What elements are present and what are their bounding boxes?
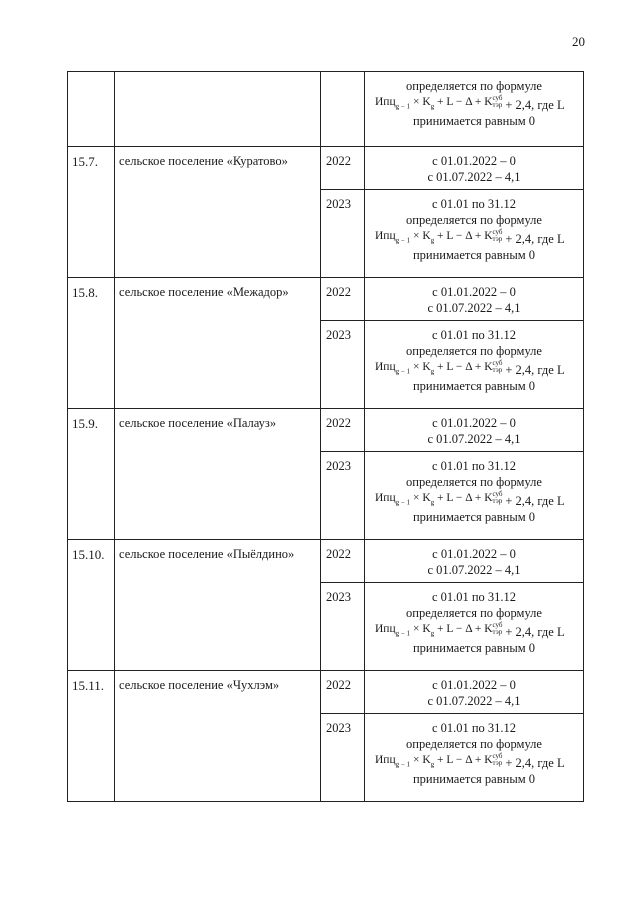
row-number: 15.8.: [68, 278, 115, 409]
value-text: с 01.01.2022 – 0: [432, 154, 516, 168]
value-text: определяется по формуле: [406, 344, 542, 358]
formula-stack: [493, 95, 503, 109]
formula-tail: + 2,4, где L: [505, 232, 565, 246]
formula-stack: [493, 491, 503, 505]
value-cell: [365, 409, 584, 452]
formula-sub: g: [430, 102, 435, 111]
value-cell: [365, 190, 584, 278]
year-cell: 2023: [321, 714, 365, 802]
formula-sub: g − 1: [395, 629, 411, 638]
formula: [367, 94, 581, 113]
formula-rest: + L − Δ + K: [434, 361, 493, 373]
value-text: с 01.07.2022 – 4,1: [427, 301, 521, 315]
value-cell: [365, 540, 584, 583]
formula-rest: + L − Δ + K: [434, 96, 493, 108]
formula-rest: + L − Δ + K: [434, 230, 493, 242]
table-row: [68, 671, 584, 714]
formula-sub: g: [430, 236, 435, 245]
value-text: принимается равным 0: [412, 379, 536, 394]
year-cell: 2023: [321, 583, 365, 671]
continuation-year-cell: [321, 72, 365, 147]
value-text: с 01.01.2022 – 0: [432, 285, 516, 299]
formula: [367, 752, 581, 771]
settlement-name: сельское поселение «Куратово»: [115, 147, 321, 278]
formula-mid: × K: [410, 754, 431, 766]
value-text: с 01.01 по 31.12: [431, 328, 517, 342]
year-cell: 2022: [321, 540, 365, 583]
formula-sub: g − 1: [395, 367, 411, 376]
formula-mid: × K: [410, 623, 431, 635]
formula-rest: + L − Δ + K: [434, 754, 493, 766]
formula-sub: тэр: [492, 366, 503, 375]
continuation-num-cell: [68, 72, 115, 147]
formula-sup: суб: [492, 94, 503, 103]
formula-base: Ипц: [375, 623, 396, 635]
value-text: с 01.07.2022 – 4,1: [427, 694, 521, 708]
formula-base: Ипц: [375, 230, 396, 242]
value-text: с 01.07.2022 – 4,1: [427, 432, 521, 446]
formula-tail: + 2,4, где L: [505, 756, 565, 770]
value-cell: [365, 147, 584, 190]
row-number: 15.9.: [68, 409, 115, 540]
formula-sub: g − 1: [395, 236, 411, 245]
value-text: принимается равным 0: [412, 510, 536, 525]
value-text: с 01.01 по 31.12: [431, 721, 517, 735]
formula-tail: + 2,4, где L: [505, 98, 565, 112]
formula-base: Ипц: [375, 492, 396, 504]
table-row: [68, 147, 584, 190]
settlement-name: сельское поселение «Палауз»: [115, 409, 321, 540]
value-text: принимается равным 0: [412, 114, 536, 129]
value-text: с 01.01.2022 – 0: [432, 547, 516, 561]
formula-mid: × K: [410, 492, 431, 504]
value-text: с 01.07.2022 – 4,1: [427, 563, 521, 577]
formula-sub: g: [430, 629, 435, 638]
continuation-value-cell: [365, 72, 584, 147]
year-cell: 2022: [321, 671, 365, 714]
formula-stack: [493, 229, 503, 243]
value-text: определяется по формуле: [406, 737, 542, 751]
formula-base: Ипц: [375, 754, 396, 766]
formula-sub: тэр: [492, 101, 503, 110]
value-text: с 01.01 по 31.12: [431, 459, 517, 473]
value-text: принимается равным 0: [412, 772, 536, 787]
formula-sub: тэр: [492, 759, 503, 768]
value-text: определяется по формуле: [406, 475, 542, 489]
formula: [367, 490, 581, 509]
row-number: 15.11.: [68, 671, 115, 802]
formula-sub: тэр: [492, 235, 503, 244]
settlement-name: сельское поселение «Чухлэм»: [115, 671, 321, 802]
value-cell: [365, 714, 584, 802]
year-cell: 2022: [321, 409, 365, 452]
formula-mid: × K: [410, 361, 431, 373]
formula-mid: × K: [410, 96, 431, 108]
formula-sup: суб: [492, 621, 503, 630]
value-text: с 01.01.2022 – 0: [432, 416, 516, 430]
value-cell: [365, 278, 584, 321]
formula-sub: g − 1: [395, 760, 411, 769]
table-row-continuation: [68, 72, 584, 147]
formula-sub: g − 1: [395, 498, 411, 507]
formula: [367, 621, 581, 640]
formula-tail: + 2,4, где L: [505, 494, 565, 508]
value-text: с 01.01 по 31.12: [431, 590, 517, 604]
formula: [367, 359, 581, 378]
formula-sub: g − 1: [395, 102, 411, 111]
value-text: определяется по формуле: [406, 213, 542, 227]
formula-sup: суб: [492, 228, 503, 237]
value-text: принимается равным 0: [412, 641, 536, 656]
year-cell: 2023: [321, 452, 365, 540]
value-text: принимается равным 0: [412, 248, 536, 263]
table-body: [68, 72, 584, 802]
year-cell: 2022: [321, 278, 365, 321]
table-row: [68, 278, 584, 321]
value-cell: [365, 583, 584, 671]
formula-tail: + 2,4, где L: [505, 363, 565, 377]
settlement-name: сельское поселение «Пыёлдино»: [115, 540, 321, 671]
formula-rest: + L − Δ + K: [434, 623, 493, 635]
page-number: 20: [572, 34, 585, 49]
formula-tail: + 2,4, где L: [505, 625, 565, 639]
formula-sub: тэр: [492, 497, 503, 506]
value-cell: [365, 452, 584, 540]
year-cell: 2023: [321, 321, 365, 409]
formula: [367, 228, 581, 247]
tariff-table: [67, 71, 584, 802]
settlement-name: сельское поселение «Межадор»: [115, 278, 321, 409]
value-text: с 01.07.2022 – 4,1: [427, 170, 521, 184]
formula-stack: [493, 360, 503, 374]
value-text: определяется по формуле: [406, 79, 542, 93]
value-text: определяется по формуле: [406, 606, 542, 620]
formula-sub: g: [430, 367, 435, 376]
table-row: [68, 540, 584, 583]
table-row: [68, 409, 584, 452]
formula-base: Ипц: [375, 96, 396, 108]
row-number: 15.10.: [68, 540, 115, 671]
formula-sup: суб: [492, 752, 503, 761]
value-cell: [365, 321, 584, 409]
formula-sub: тэр: [492, 628, 503, 637]
formula-sup: суб: [492, 490, 503, 499]
value-text: с 01.01.2022 – 0: [432, 678, 516, 692]
year-cell: 2022: [321, 147, 365, 190]
formula-stack: [493, 753, 503, 767]
formula-sub: g: [430, 760, 435, 769]
formula-sub: g: [430, 498, 435, 507]
formula-mid: × K: [410, 230, 431, 242]
formula-sup: суб: [492, 359, 503, 368]
row-number: 15.7.: [68, 147, 115, 278]
formula-base: Ипц: [375, 361, 396, 373]
value-cell: [365, 671, 584, 714]
value-text: с 01.01 по 31.12: [431, 197, 517, 211]
formula-rest: + L − Δ + K: [434, 492, 493, 504]
formula-stack: [493, 622, 503, 636]
continuation-name-cell: [115, 72, 321, 147]
year-cell: 2023: [321, 190, 365, 278]
